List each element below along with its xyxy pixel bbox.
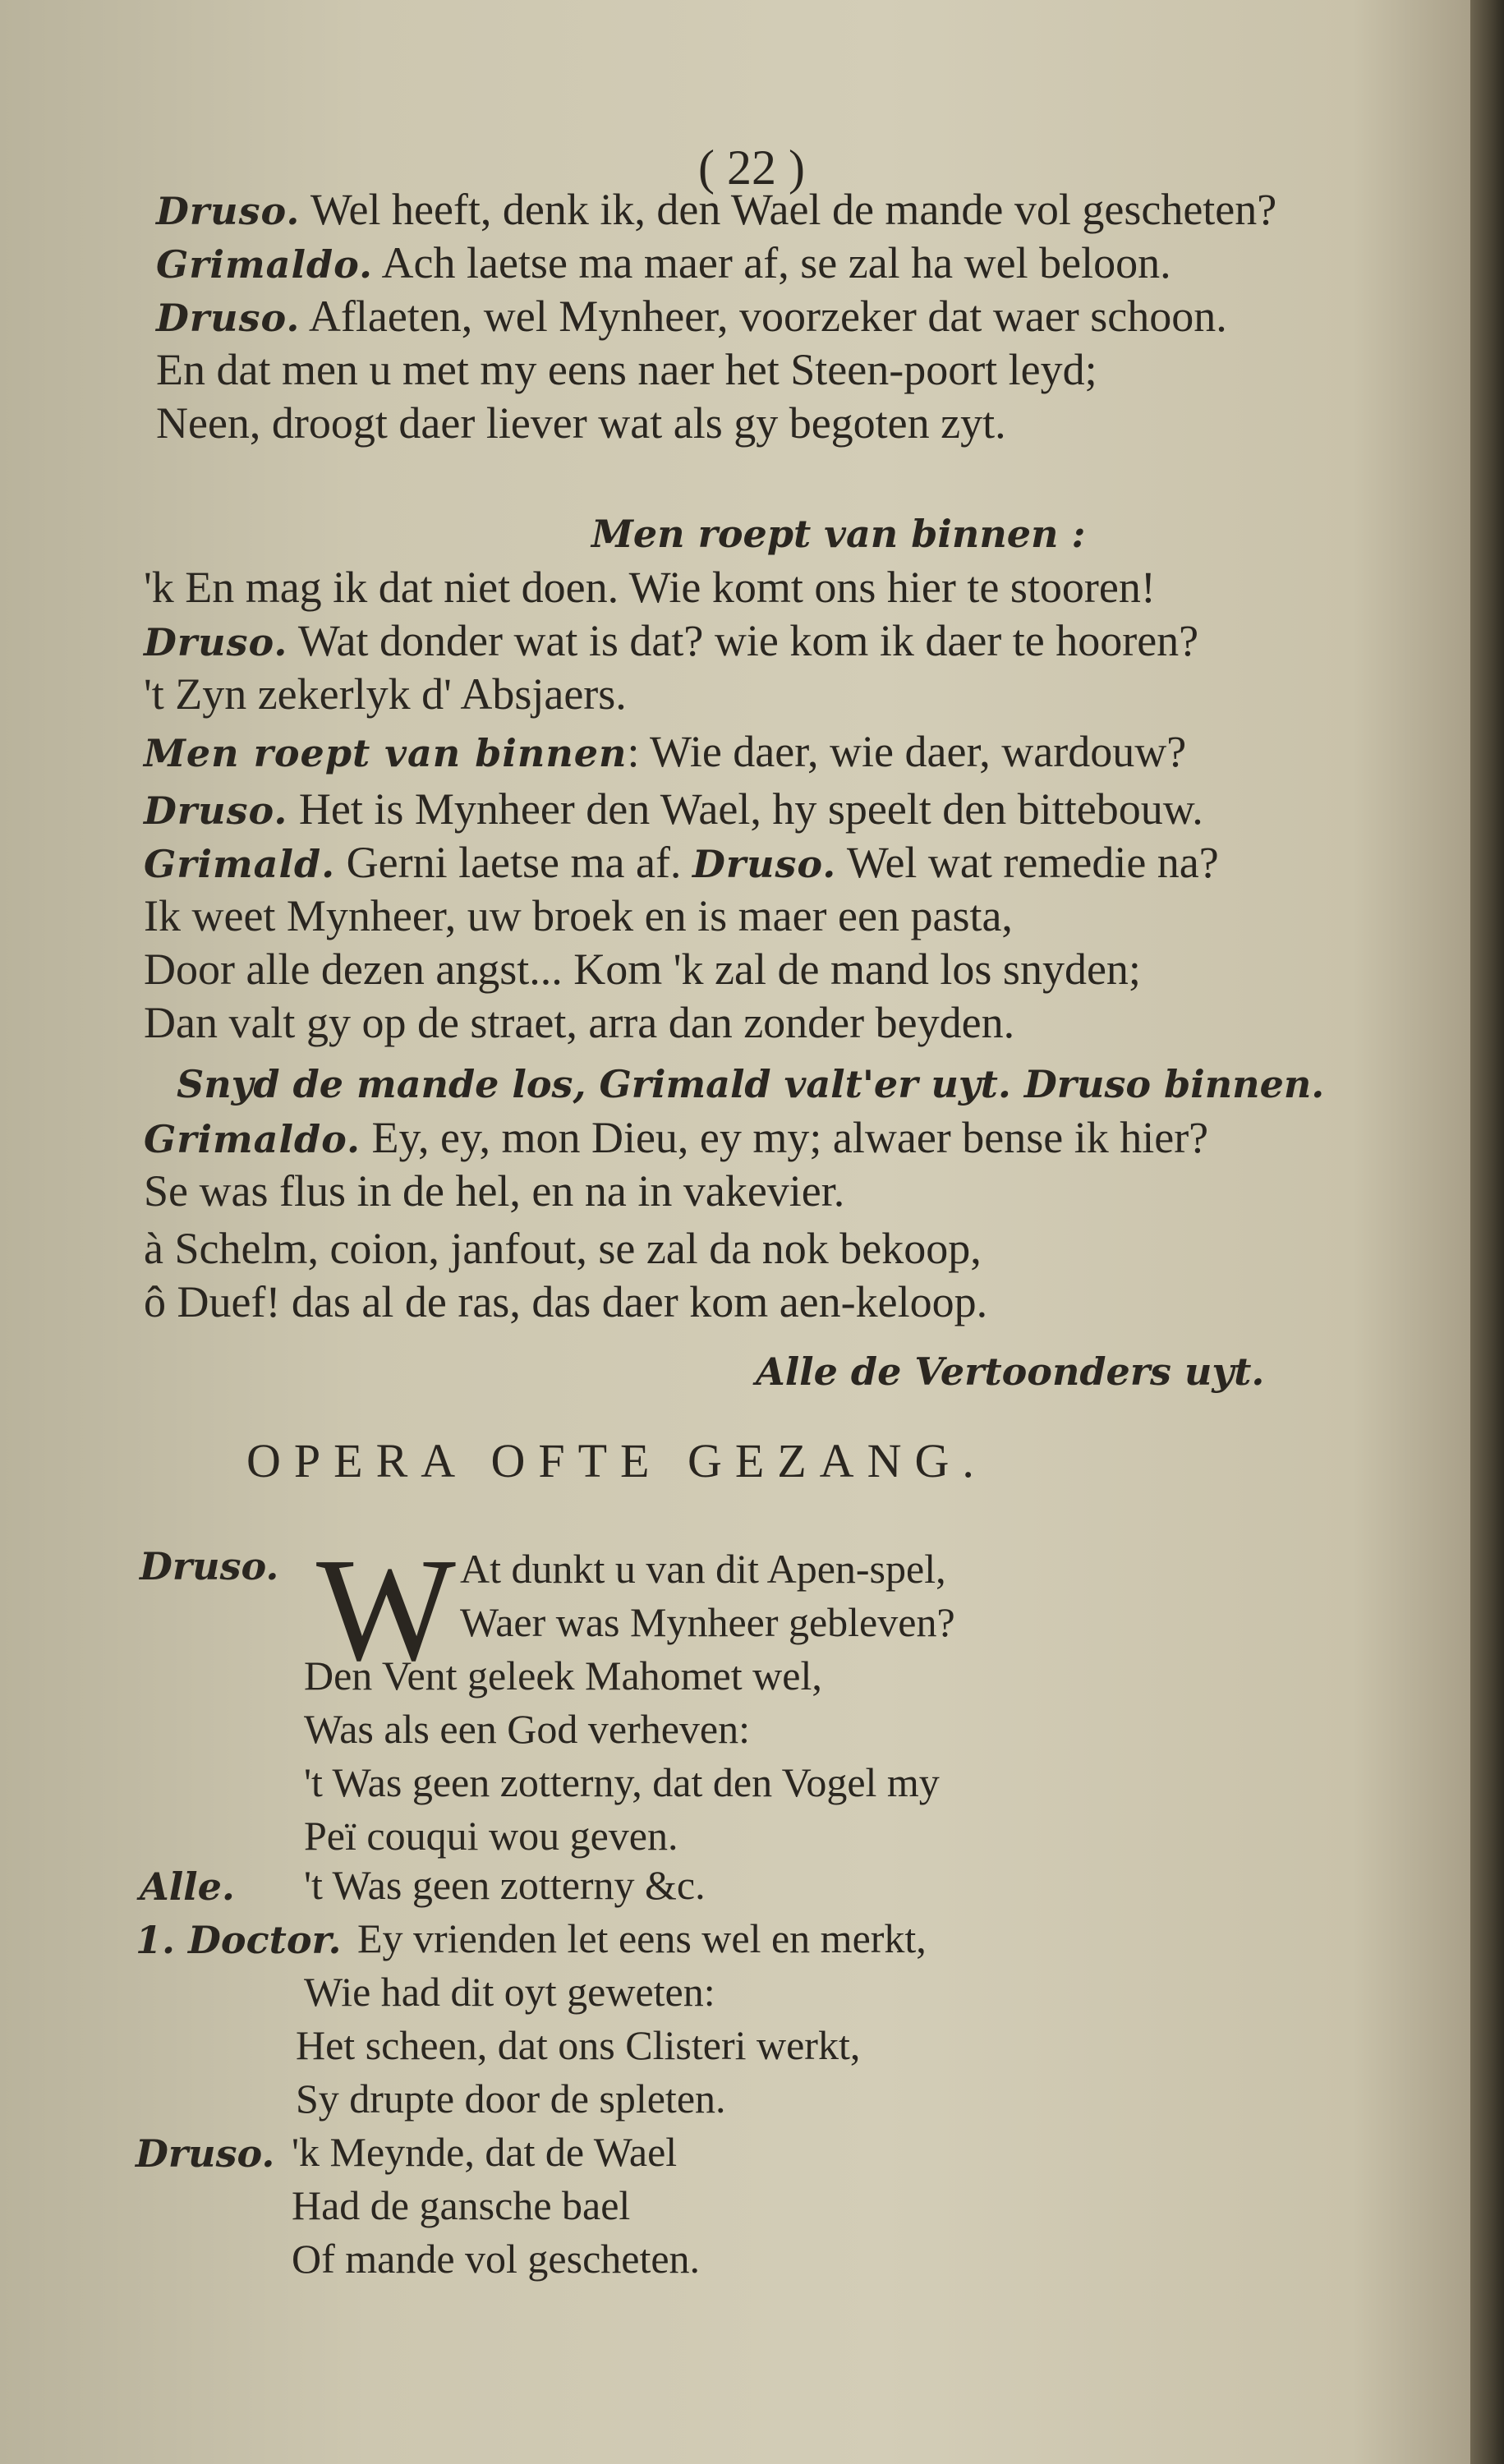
line-text: Het is Mynheer den Wael, hy speelt den bittebouw.	[287, 784, 1203, 834]
stage-direction: Alle de Vertoonders uyt.	[756, 1349, 1265, 1394]
speaker-label: Druso.	[156, 296, 301, 340]
verse-line: Wie had dit oyt geweten:	[304, 1969, 715, 2015]
verse-line: Waer was Mynheer gebleven?	[460, 1599, 955, 1645]
verse-line: Sy drupte door de spleten.	[296, 2076, 726, 2122]
stage-direction: Snyd de mande los, Grimald valt'er uyt. Druso binnen.	[177, 1062, 1325, 1106]
dialogue-line	[144, 784, 1203, 835]
line-text: Wel wat remedie na?	[836, 838, 1219, 887]
stage-direction: Men roept van binnen :	[591, 512, 1086, 556]
dialogue-line	[144, 1224, 982, 1273]
dialogue-line	[144, 669, 627, 719]
line-text: Neen, droogt daer liever wat als gy begoten zyt.	[156, 398, 1006, 448]
dialogue-line	[144, 1277, 987, 1326]
verse-line: Den Vent geleek Mahomet wel,	[304, 1653, 822, 1699]
speaker-label: Grimaldo.	[156, 242, 373, 287]
dialogue-line	[144, 838, 1219, 889]
dialogue-line	[156, 185, 1276, 236]
verse-line: 't Was geen zotterny, dat den Vogel my	[304, 1759, 940, 1805]
line-text: Wel heeft, denk ik, den Wael de mande vol gescheten?	[300, 185, 1277, 234]
speaker-label: Druso.	[156, 189, 301, 233]
dialogue-line	[144, 1166, 844, 1216]
verse-line: 't Was geen zotterny &c.	[304, 1862, 706, 1908]
speaker-label: Alle.	[140, 1864, 235, 1909]
dialogue-line	[144, 563, 1156, 612]
verse-line: Peï couqui wou geven.	[304, 1813, 678, 1859]
line-text: 't Zyn zekerlyk d' Absjaers.	[144, 669, 627, 719]
line-text: : Wie daer, wie daer, wardouw?	[627, 727, 1187, 776]
line-text: Dan valt gy op de straet, arra dan zonder beyden.	[144, 998, 1015, 1047]
dialogue-line	[144, 945, 1141, 994]
dialogue-line	[156, 292, 1227, 342]
line-text: Door alle dezen angst... Kom 'k zal de mand los snyden;	[144, 945, 1141, 994]
dialogue-line	[144, 998, 1014, 1047]
book-edge	[1470, 0, 1504, 2464]
line-text: 'k En mag ik dat niet doen. Wie komt ons hier te stooren!	[144, 563, 1156, 612]
dialogue-line	[156, 345, 1097, 394]
dialogue-line	[144, 891, 1013, 940]
line-text: à Schelm, coion, janfout, se zal da nok bekoop,	[144, 1224, 982, 1273]
speaker-label: 1. Doctor.	[136, 1918, 342, 1962]
speaker-label: Druso.	[144, 788, 288, 833]
speaker-label: Druso.	[144, 620, 288, 664]
dialogue-line	[144, 1113, 1208, 1164]
speaker-label: Grimald.	[144, 842, 336, 886]
speaker-label: Druso.	[140, 1544, 279, 1588]
speaker-label: Druso.	[692, 842, 837, 886]
line-text: En dat men u met my eens naer het Steen-poort leyd;	[156, 345, 1097, 394]
speaker-label: Druso.	[136, 2131, 275, 2176]
line-text: Ach laetse ma maer af, se zal ha wel beloon.	[373, 238, 1171, 287]
verse-line: 'k Meynde, dat de Wael	[292, 2129, 678, 2175]
line-text: Se was flus in de hel, en na in vakevier.	[144, 1166, 845, 1216]
verse-line: Ey vrienden let eens wel en merkt,	[357, 1915, 927, 1961]
verse-line: Was als een God verheven:	[304, 1706, 750, 1752]
speaker-label: Grimaldo.	[144, 1117, 361, 1161]
dialogue-line	[156, 398, 1006, 448]
line-text: Wat donder wat is dat? wie kom ik daer te hooren?	[287, 616, 1199, 665]
speaker-label: Men roept van binnen	[144, 731, 628, 775]
line-text: Aflaeten, wel Mynheer, voorzeker dat waer schoon.	[300, 292, 1227, 341]
dialogue-line	[144, 616, 1198, 667]
line-text: Ik weet Mynheer, uw broek en is maer een pasta,	[144, 891, 1013, 940]
verse-line: Het scheen, dat ons Clisteri werkt,	[296, 2022, 861, 2068]
verse-line: Had de gansche bael	[292, 2182, 631, 2228]
verse-line: Of mande vol gescheten.	[292, 2236, 701, 2282]
drop-cap: W	[316, 1528, 456, 1691]
line-text: Ey, ey, mon Dieu, ey my; alwaer bense ik hier?	[361, 1113, 1209, 1162]
page-number: ( 22 )	[698, 140, 805, 195]
verse-line: At dunkt u van dit Apen-spel,	[460, 1546, 946, 1592]
line-text: Gerni laetse ma af.	[335, 838, 692, 887]
section-heading: OPERA OFTE GEZANG.	[246, 1434, 987, 1487]
line-text: ô Duef! das al de ras, das daer kom aen-keloop.	[144, 1277, 988, 1326]
dialogue-line	[144, 727, 1186, 778]
dialogue-line	[156, 238, 1171, 289]
